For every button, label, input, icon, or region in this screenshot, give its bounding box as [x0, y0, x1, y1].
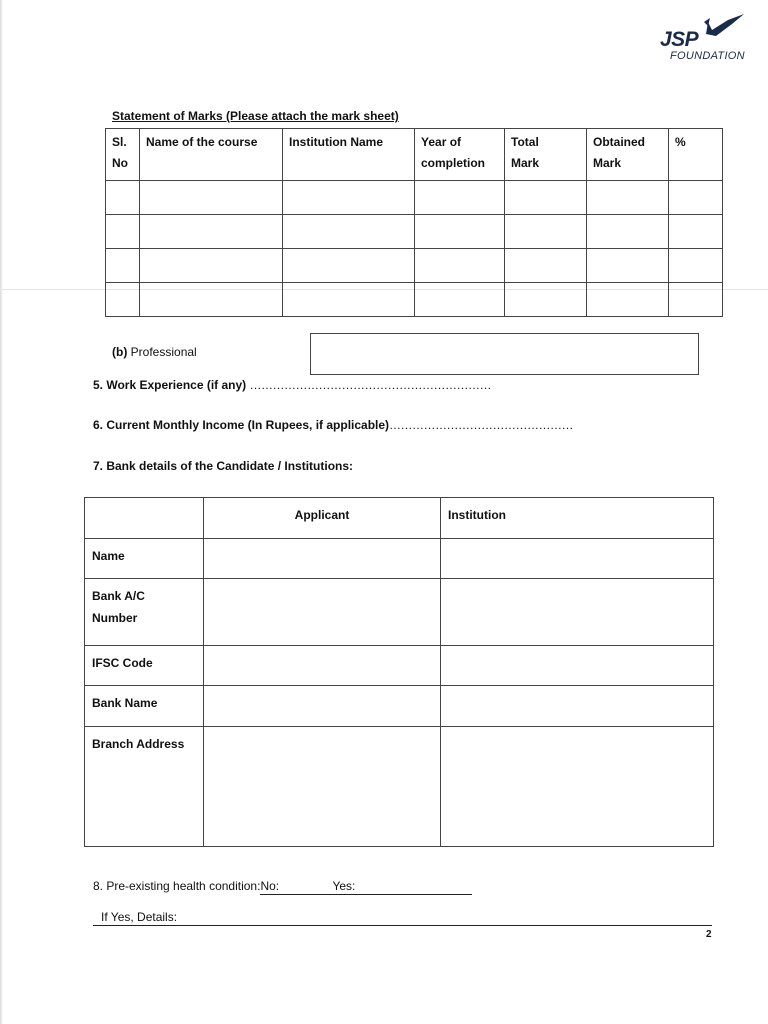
work-experience-label: 5. Work Experience (if any)	[93, 378, 247, 392]
marks-table	[105, 128, 723, 317]
health-no-field[interactable]	[260, 879, 332, 895]
table-cell[interactable]	[505, 249, 587, 283]
table-cell[interactable]	[140, 249, 283, 283]
col-institution: Institution	[441, 498, 714, 539]
table-cell[interactable]	[505, 283, 587, 317]
table-row	[106, 181, 723, 215]
table-row	[106, 283, 723, 317]
applicant-ifsc-cell[interactable]	[204, 646, 441, 686]
table-cell[interactable]	[283, 249, 415, 283]
marks-section-title: Statement of Marks (Please attach the mark sheet)	[112, 109, 399, 123]
col-course-name: Name of the course	[140, 129, 283, 181]
work-experience-dots[interactable]: ………………………………………………………	[249, 378, 492, 392]
table-cell[interactable]	[140, 215, 283, 249]
table-cell[interactable]	[505, 181, 587, 215]
table-cell[interactable]	[106, 181, 140, 215]
col-applicant: Applicant	[204, 498, 441, 539]
table-cell[interactable]	[415, 249, 505, 283]
health-label: 8. Pre-existing health condition:	[93, 879, 261, 893]
table-cell[interactable]	[283, 215, 415, 249]
table-cell[interactable]	[415, 283, 505, 317]
logo-brand-text: JSP	[660, 28, 699, 51]
row-label-account-number	[85, 579, 204, 646]
table-cell[interactable]	[669, 283, 723, 317]
table-cell[interactable]	[415, 215, 505, 249]
table-cell[interactable]	[106, 249, 140, 283]
logo-subtitle: FOUNDATION	[670, 50, 745, 62]
bank-header-row	[85, 498, 714, 539]
professional-text: Professional	[130, 345, 197, 359]
monthly-income-label: 6. Current Monthly Income (In Rupees, if applicable)	[93, 418, 390, 432]
row-label-ifsc: IFSC Code	[85, 646, 204, 686]
col-percent: %	[669, 129, 723, 181]
row-label-branch-address: Branch Address	[85, 727, 204, 847]
bank-details-table	[84, 497, 714, 847]
table-cell[interactable]	[587, 215, 669, 249]
professional-prefix: (b)	[112, 345, 128, 359]
table-cell[interactable]	[106, 215, 140, 249]
applicant-bank-name-cell[interactable]	[204, 686, 441, 727]
table-row	[85, 646, 714, 686]
institution-bank-name-cell[interactable]	[441, 686, 714, 727]
health-yes-label: Yes:	[332, 879, 356, 893]
table-cell[interactable]	[140, 283, 283, 317]
table-cell[interactable]	[669, 249, 723, 283]
col-obtained-mark: Obtained Mark	[587, 129, 669, 181]
bank-header-empty	[85, 498, 204, 539]
table-cell[interactable]	[587, 249, 669, 283]
bank-section-title: 7. Bank details of the Candidate / Institutions:	[93, 459, 354, 473]
applicant-name-cell[interactable]	[204, 539, 441, 579]
monthly-income-dots[interactable]: …………………………………………	[389, 418, 574, 432]
health-details-label: If Yes, Details:	[101, 910, 178, 924]
jsp-foundation-logo	[650, 8, 760, 66]
row-label-line: Number	[92, 611, 138, 625]
table-row	[106, 215, 723, 249]
table-cell[interactable]	[283, 283, 415, 317]
applicant-branch-cell[interactable]	[204, 727, 441, 847]
table-row	[85, 686, 714, 727]
health-condition-line	[93, 879, 472, 895]
row-label-line: Bank A/C	[92, 589, 145, 603]
col-year-of-completion: Year of completion	[415, 129, 505, 181]
table-row	[106, 249, 723, 283]
table-cell[interactable]	[669, 181, 723, 215]
health-details-field[interactable]	[93, 910, 712, 926]
institution-name-cell[interactable]	[441, 539, 714, 579]
institution-account-cell[interactable]	[441, 579, 714, 646]
table-cell[interactable]	[669, 215, 723, 249]
table-cell[interactable]	[587, 181, 669, 215]
institution-ifsc-cell[interactable]	[441, 646, 714, 686]
applicant-account-cell[interactable]	[204, 579, 441, 646]
col-total-mark: Total Mark	[505, 129, 587, 181]
work-experience-line	[93, 378, 491, 392]
table-cell[interactable]	[106, 283, 140, 317]
health-no-label: No:	[260, 879, 280, 893]
table-cell[interactable]	[283, 181, 415, 215]
row-label-bank-name: Bank Name	[85, 686, 204, 727]
table-row	[85, 727, 714, 847]
health-yes-field[interactable]	[332, 879, 472, 895]
col-institution-name: Institution Name	[283, 129, 415, 181]
monthly-income-line	[93, 418, 573, 432]
table-cell[interactable]	[587, 283, 669, 317]
col-sl-no: Sl. No	[106, 129, 140, 181]
table-row	[85, 579, 714, 646]
table-cell[interactable]	[140, 181, 283, 215]
page-number: 2	[706, 929, 712, 940]
table-cell[interactable]	[415, 181, 505, 215]
table-cell[interactable]	[505, 215, 587, 249]
institution-branch-cell[interactable]	[441, 727, 714, 847]
row-label-name: Name	[85, 539, 204, 579]
professional-input-box[interactable]	[310, 333, 699, 375]
marks-header-row	[106, 129, 723, 181]
table-row	[85, 539, 714, 579]
logo-flag-icon	[702, 12, 748, 44]
professional-label	[112, 345, 197, 359]
page-edge	[0, 0, 3, 1024]
